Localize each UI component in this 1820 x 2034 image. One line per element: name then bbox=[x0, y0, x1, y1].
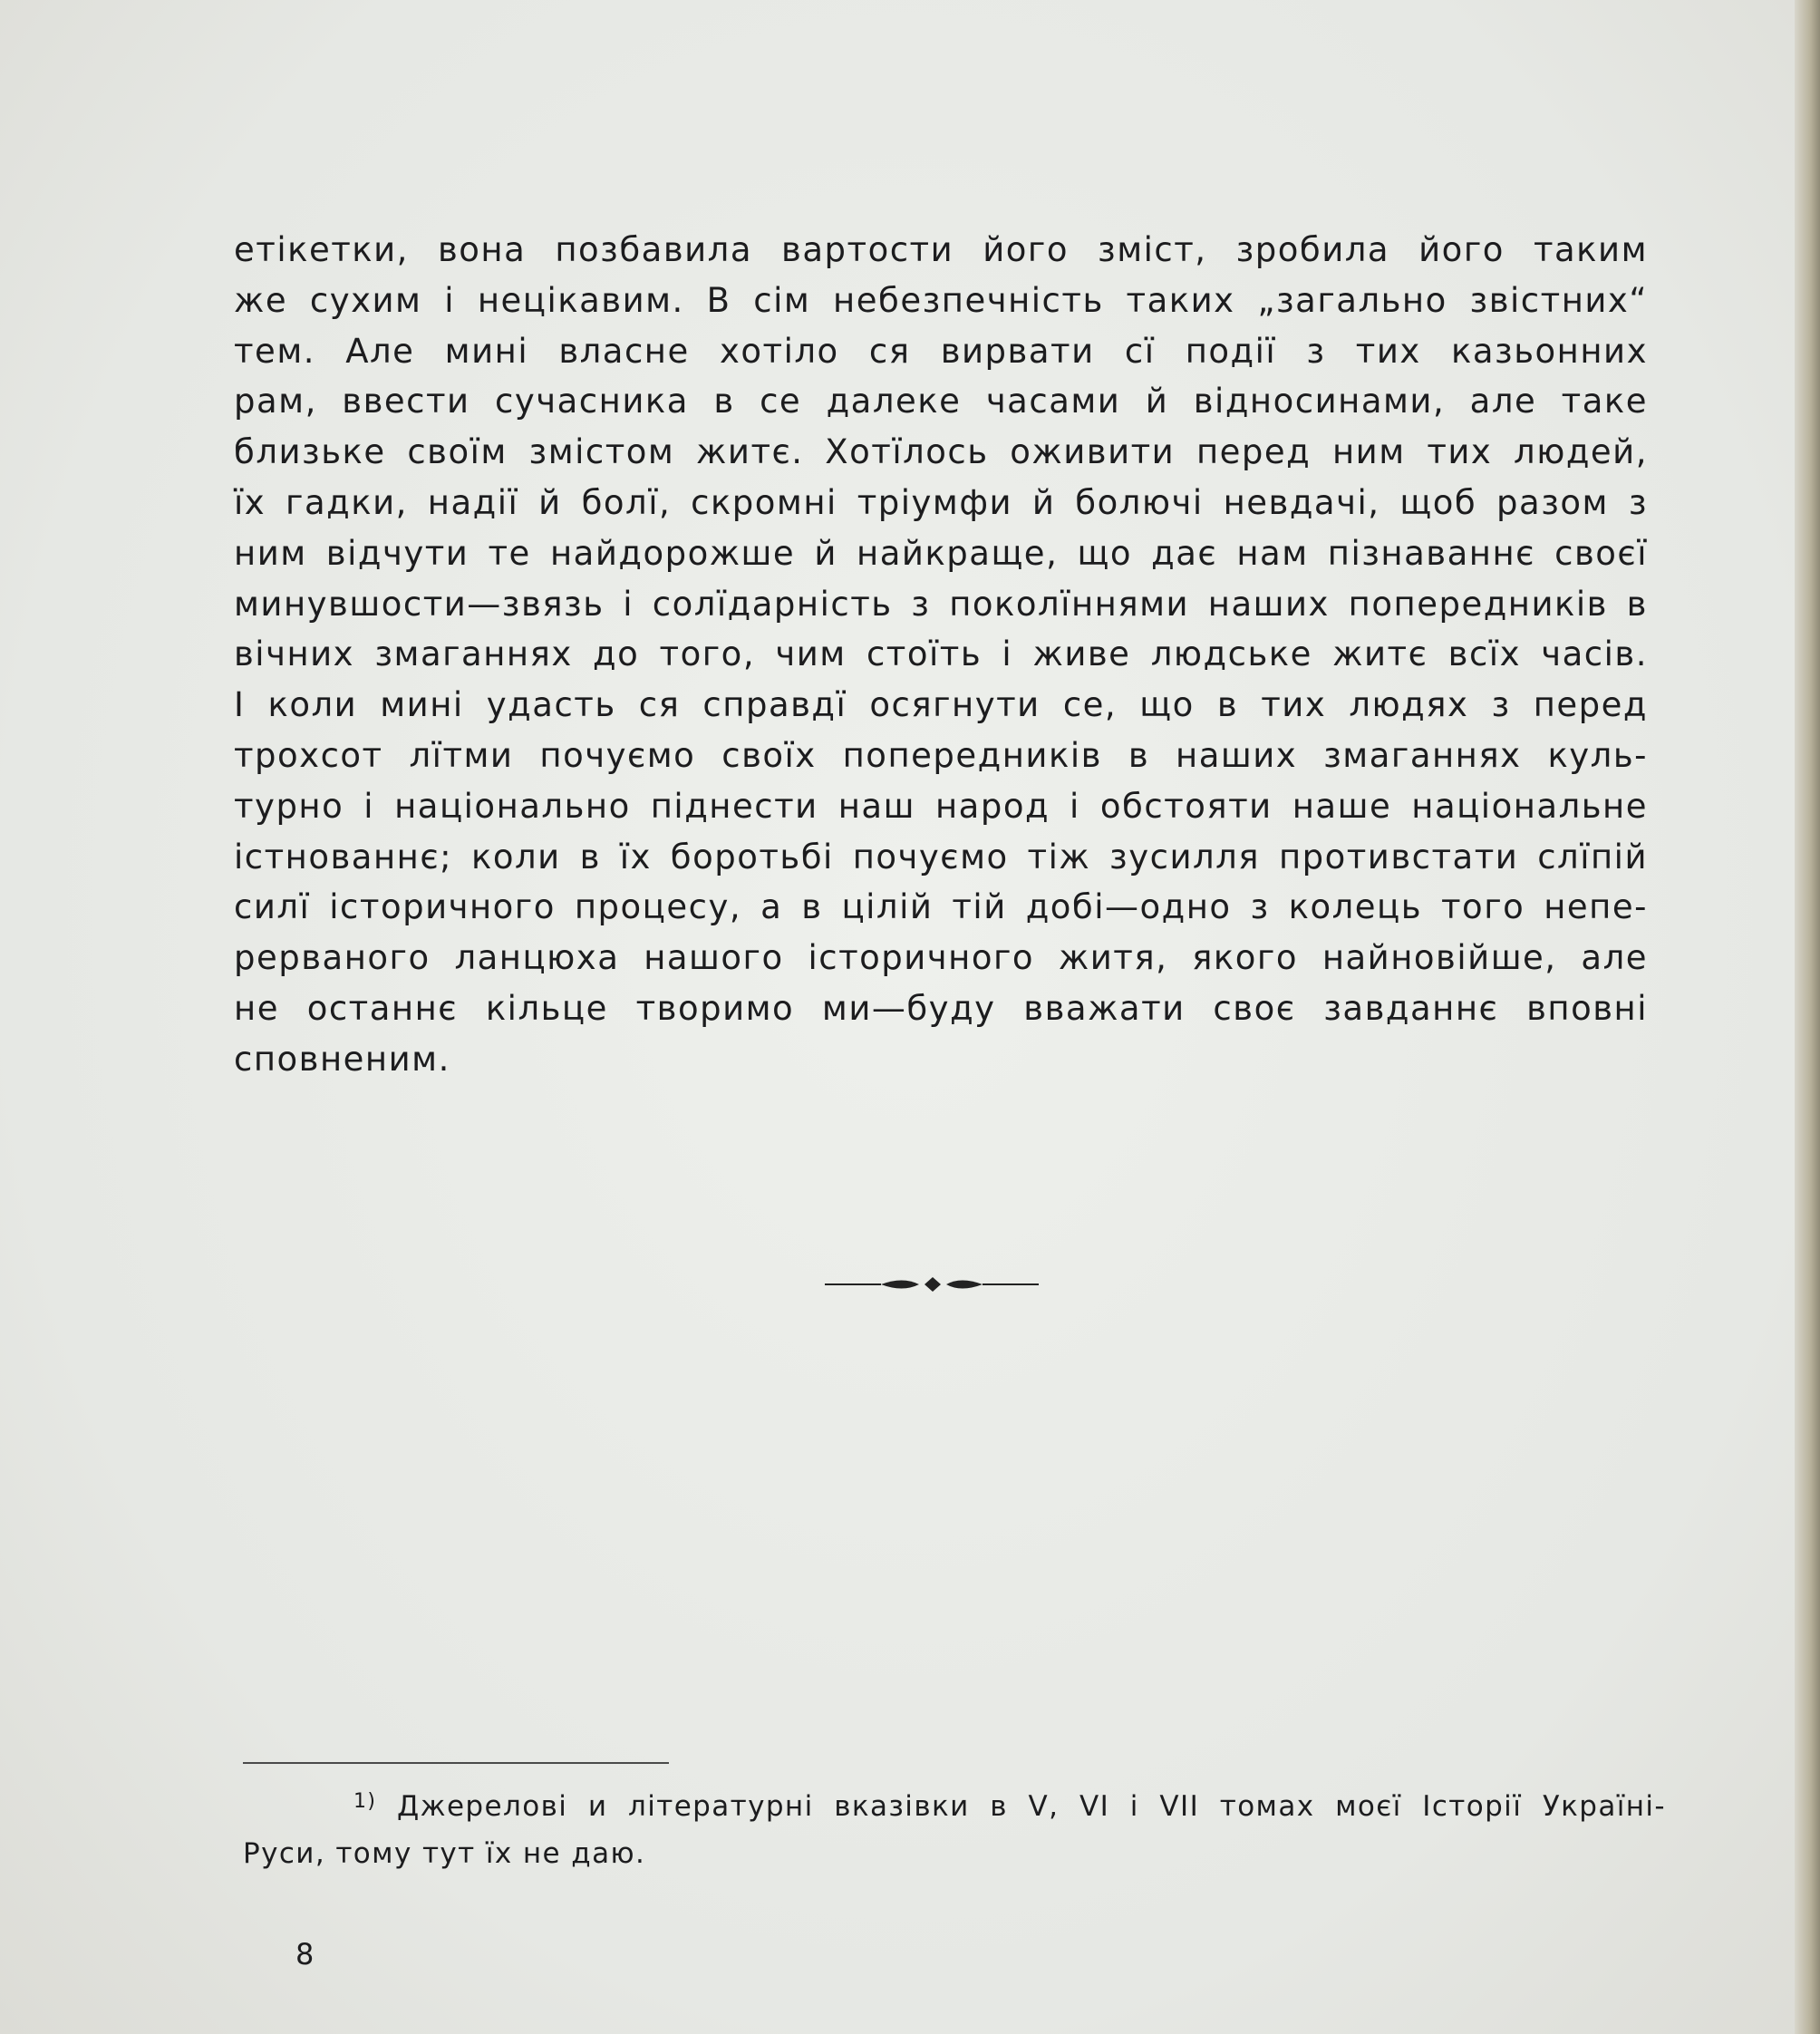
text-line: минувшости—звязь і солїдарність з поколїннями наших попередників в bbox=[234, 584, 1648, 624]
footnote bbox=[243, 1778, 1666, 1877]
footnote-line bbox=[243, 1778, 1666, 1830]
page-number: 8 bbox=[295, 1937, 315, 1971]
text-line: рерваного ланцюха нашого історичного житя, якого найновійше, але bbox=[234, 938, 1648, 978]
text-line: силї історичного процесу, а в цілій тій добі—одно з колець того непе- bbox=[234, 887, 1648, 927]
page-edge bbox=[1795, 0, 1820, 2034]
text-line: сповненим. bbox=[234, 1039, 450, 1079]
main-paragraph bbox=[234, 225, 1648, 1085]
footnote-marker: 1) bbox=[353, 1790, 377, 1813]
ornament-divider-icon bbox=[825, 1271, 1039, 1298]
footnote-separator bbox=[243, 1762, 669, 1764]
text-line: рам, ввести сучасника в се далеке часами й відносинами, але таке bbox=[234, 382, 1648, 421]
text-line: турно і національно піднести наш народ і обстояти наше національне bbox=[234, 786, 1648, 826]
text-line: істнованнє; коли в їх боротьбі почуємо тіж зусилля противстати слїпій bbox=[234, 837, 1648, 877]
text-line: тем. Але мині власне хотіло ся вирвати сї події з тих казьонних bbox=[234, 331, 1648, 371]
text-line: етікетки, вона позбавила вартости його зміст, зробила його таким bbox=[234, 230, 1648, 269]
text-line: І коли мині удасть ся справдї осягнути се, що в тих людях з перед bbox=[234, 685, 1648, 725]
text-line: близьке своїм змістом житє. Хотїлось оживити перед ним тих людей, bbox=[234, 432, 1648, 472]
text-line: трохсот лїтми почуємо своїх попередників в наших змаганнях куль- bbox=[234, 735, 1648, 775]
footnote-line: Руси, тому тут їх не даю. bbox=[243, 1837, 646, 1870]
text-line: же сухим і нецікавим. В сім небезпечність таких „загально звістних“ bbox=[234, 280, 1648, 320]
text-line: вічних змаганнях до того, чим стоїть і живе людське житє всїх часів. bbox=[234, 634, 1648, 674]
text-line: ним відчути те найдорожше й найкраще, що дає нам пізнаваннє своєї bbox=[234, 533, 1648, 573]
text-line: не останнє кільце творимо ми—буду вважати своє завданнє вповні bbox=[234, 988, 1648, 1028]
footnote-text: Джерелові и літературні вказівки в V, VI і VII томах моєї Історії Україні- bbox=[397, 1790, 1666, 1823]
text-line: їх гадки, надії й болї, скромні тріумфи й болючі невдачі, щоб разом з bbox=[234, 482, 1648, 522]
